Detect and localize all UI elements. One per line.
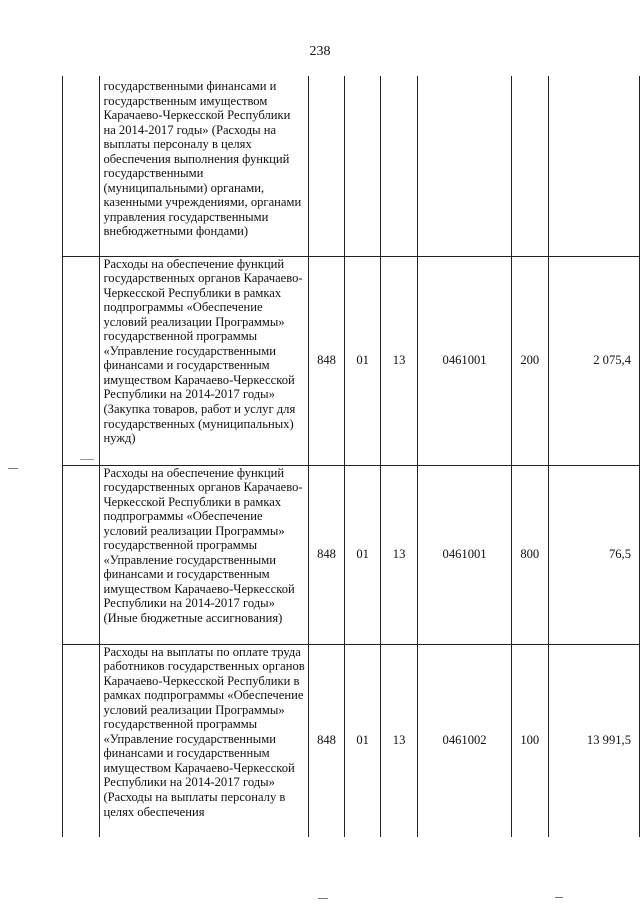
ved-cell bbox=[308, 76, 345, 256]
table-row bbox=[63, 76, 640, 256]
pr-cell bbox=[380, 76, 417, 256]
vr-cell bbox=[511, 76, 548, 256]
csr-cell: 0461001 bbox=[418, 465, 512, 644]
table-row bbox=[63, 465, 640, 644]
sum-cell: 2 075,4 bbox=[548, 256, 639, 465]
ved-cell: 848 bbox=[308, 644, 345, 837]
row-number-cell bbox=[63, 644, 100, 837]
page-number: 238 bbox=[309, 44, 331, 59]
rz-cell: 01 bbox=[345, 644, 380, 837]
ved-cell: 848 bbox=[308, 465, 345, 644]
pr-cell: 13 bbox=[380, 465, 417, 644]
scan-mark bbox=[318, 898, 328, 899]
rz-cell bbox=[345, 76, 380, 256]
description-cell: Расходы на выплаты по оплате труда работников государственных органов Карачаево-Черкесской Республики в рамках подпрограммы «Обеспечение условий реализации Программы» государственной программы «Управление государственными финансами и государственным имуществом Карачаево-Черкесской Республики на 2014-2017 годы» (Расходы на выплаты персоналу в целях обеспечения bbox=[100, 644, 308, 837]
ved-cell: 848 bbox=[308, 256, 345, 465]
rz-cell: 01 bbox=[345, 256, 380, 465]
vr-cell: 800 bbox=[511, 465, 548, 644]
description-cell: государственными финансами и государственным имуществом Карачаево-Черкесской Республики на 2014-2017 годы» (Расходы на выплаты персоналу в целях обеспечения выполнения функций государственными (муниципальными) органами, казенными учреждениями, органами управления государственными внебюджетными фондами) bbox=[100, 76, 308, 256]
vr-cell: 200 bbox=[511, 256, 548, 465]
row-number-cell bbox=[63, 256, 100, 465]
table-row bbox=[63, 644, 640, 837]
csr-cell bbox=[418, 76, 512, 256]
description-cell: Расходы на обеспечение функций государственных органов Карачаево-Черкесской Республики в рамках подпрограммы «Обеспечение условий реализации Программы» государственной программы «Управление государственными финансами и государственным имуществом Карачаево-Черкесской Республики на 2014-2017 годы» (Закупка товаров, работ и услуг для государственных (муниципальных) нужд) bbox=[100, 256, 308, 465]
rz-cell: 01 bbox=[345, 465, 380, 644]
row-number-cell bbox=[63, 465, 100, 644]
scan-mark bbox=[8, 468, 18, 469]
scan-mark bbox=[80, 459, 94, 460]
csr-cell: 0461002 bbox=[418, 644, 512, 837]
table-row bbox=[63, 256, 640, 465]
csr-cell: 0461001 bbox=[418, 256, 512, 465]
pr-cell: 13 bbox=[380, 644, 417, 837]
sum-cell: 13 991,5 bbox=[548, 644, 639, 837]
row-number-cell bbox=[63, 76, 100, 256]
description-cell: Расходы на обеспечение функций государственных органов Карачаево-Черкесской Республики в рамках подпрограммы «Обеспечение условий реализации Программы» государственной программы «Управление государственными финансами и государственным имуществом Карачаево-Черкесской Республики на 2014-2017 годы» (Иные бюджетные ассигнования) bbox=[100, 465, 308, 644]
sum-cell bbox=[548, 76, 639, 256]
budget-table bbox=[62, 76, 640, 837]
vr-cell: 100 bbox=[511, 644, 548, 837]
scan-mark bbox=[555, 897, 563, 898]
pr-cell: 13 bbox=[380, 256, 417, 465]
sum-cell: 76,5 bbox=[548, 465, 639, 644]
